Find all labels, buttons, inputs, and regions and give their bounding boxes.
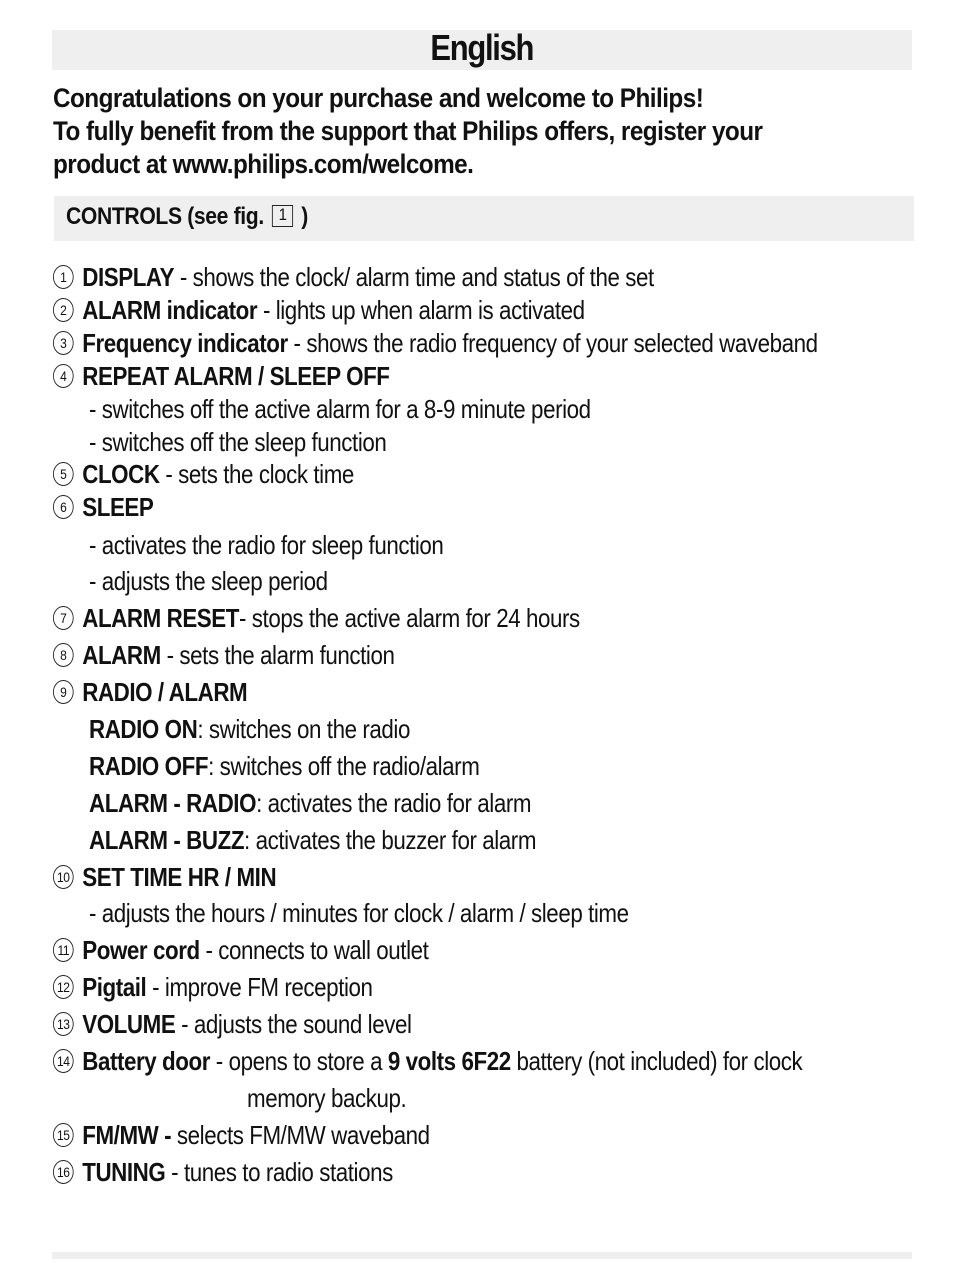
- item-number-badge: 12: [53, 975, 74, 999]
- item-label: ALARM: [82, 640, 161, 670]
- control-item-repeat-alarm: [53, 361, 444, 391]
- item-sub-line: - adjusts the hours / minutes for clock / alarm / sleep time: [89, 898, 629, 928]
- item-label: ALARM indicator: [82, 295, 258, 325]
- control-item-fm-mw: [53, 1120, 491, 1150]
- item-label: CLOCK: [82, 459, 160, 489]
- item-description: - adjusts the sound level: [175, 1009, 412, 1039]
- control-item-alarm: [53, 640, 450, 670]
- item-label: VOLUME: [82, 1009, 176, 1039]
- item-number-badge: 9: [53, 680, 74, 704]
- item-sub-line: - adjusts the sleep period: [89, 566, 328, 596]
- item-description: selects FM/MW waveband: [171, 1120, 430, 1150]
- item-label: REPEAT ALARM / SLEEP OFF: [82, 361, 390, 391]
- item-number-badge: 15: [53, 1123, 74, 1147]
- control-item-radio-alarm: [53, 677, 279, 707]
- control-item-alarm-indicator: [53, 295, 671, 325]
- control-item-volume: [53, 1009, 470, 1039]
- mode-line-radio-on: RADIO ON: switches on the radio: [89, 714, 410, 744]
- mode-line-alarm-buzz: ALARM - BUZZ: activates the buzzer for alarm: [89, 825, 537, 855]
- item-description: - shows the radio frequency of your selected waveband: [287, 328, 818, 358]
- intro-line-1: Congratulations on your purchase and welcome to Philips!: [53, 83, 704, 113]
- item-description: - stops the active alarm for 24 hours: [239, 603, 580, 633]
- control-item-power-cord: [53, 935, 490, 965]
- item-continuation-line: memory backup.: [247, 1083, 407, 1113]
- control-item-sleep: [53, 492, 170, 522]
- intro-line-2: To fully benefit from the support that Philips offers, register your: [53, 116, 763, 146]
- item-number-badge: 6: [53, 495, 74, 519]
- welcome-intro: [53, 82, 933, 181]
- item-label: FM/MW -: [82, 1120, 172, 1150]
- control-item-display: [53, 262, 752, 292]
- item-number-badge: 3: [53, 331, 74, 355]
- figure-number-box: 1: [272, 205, 293, 227]
- mode-line-radio-off: RADIO OFF: switches off the radio/alarm: [89, 751, 480, 781]
- item-number-badge: 16: [53, 1160, 74, 1184]
- item-sub-line: - switches off the active alarm for a 8-9 minute period: [89, 394, 591, 424]
- item-description: - connects to wall outlet: [199, 935, 429, 965]
- item-label: TUNING: [82, 1157, 166, 1187]
- item-number-badge: 2: [53, 298, 74, 322]
- item-description: - improve FM reception: [146, 972, 373, 1002]
- control-item-pigtail: [53, 972, 425, 1002]
- control-item-battery-door: [53, 1046, 924, 1076]
- controls-section-title: [66, 203, 308, 231]
- control-item-tuning: [53, 1157, 448, 1187]
- item-description-tail: battery (not included) for clock: [510, 1046, 803, 1076]
- controls-section-header: [54, 196, 914, 241]
- item-number-badge: 14: [53, 1049, 74, 1073]
- item-label: Power cord: [82, 935, 200, 965]
- item-description: - lights up when alarm is activated: [257, 295, 585, 325]
- item-number-badge: 11: [53, 938, 74, 962]
- item-description: - sets the alarm function: [160, 640, 395, 670]
- item-label: SET TIME HR / MIN: [82, 862, 277, 892]
- control-item-clock: [53, 459, 403, 489]
- item-number-badge: 4: [53, 364, 74, 388]
- item-number-badge: 7: [53, 606, 74, 630]
- item-label: SLEEP: [82, 492, 154, 522]
- control-item-frequency-indicator: [53, 328, 942, 358]
- mode-line-alarm-radio: ALARM - RADIO: activates the radio for alarm: [89, 788, 532, 818]
- language-heading: English: [430, 27, 534, 68]
- section-title-prefix: CONTROLS (see fig.: [66, 203, 264, 230]
- item-description: - sets the clock time: [159, 459, 354, 489]
- item-number-badge: 10: [53, 865, 74, 889]
- footer-divider: [52, 1252, 912, 1259]
- item-sub-line: - switches off the sleep function: [89, 427, 387, 457]
- item-description: - tunes to radio stations: [165, 1157, 393, 1187]
- item-label: DISPLAY: [82, 262, 175, 292]
- item-label: RADIO / ALARM: [82, 677, 248, 707]
- item-number-badge: 8: [53, 643, 74, 667]
- item-sub-line: - activates the radio for sleep function: [89, 530, 444, 560]
- language-banner: [52, 27, 912, 70]
- control-item-set-time: [53, 862, 313, 892]
- item-description: - shows the clock/ alarm time and status of the set: [174, 262, 654, 292]
- item-number-badge: 13: [53, 1012, 74, 1036]
- item-label: ALARM RESET: [82, 603, 240, 633]
- item-label: Battery door: [82, 1046, 211, 1076]
- item-number-badge: 1: [53, 265, 74, 289]
- control-item-alarm-reset: [53, 603, 666, 633]
- battery-spec: 9 volts 6F22: [387, 1046, 511, 1076]
- section-title-suffix: ): [301, 203, 308, 230]
- intro-line-3: product at www.philips.com/welcome.: [53, 149, 474, 179]
- item-number-badge: 5: [53, 462, 74, 486]
- item-label: Frequency indicator: [82, 328, 288, 358]
- item-description: - opens to store a: [210, 1046, 388, 1076]
- item-label: Pigtail: [82, 972, 147, 1002]
